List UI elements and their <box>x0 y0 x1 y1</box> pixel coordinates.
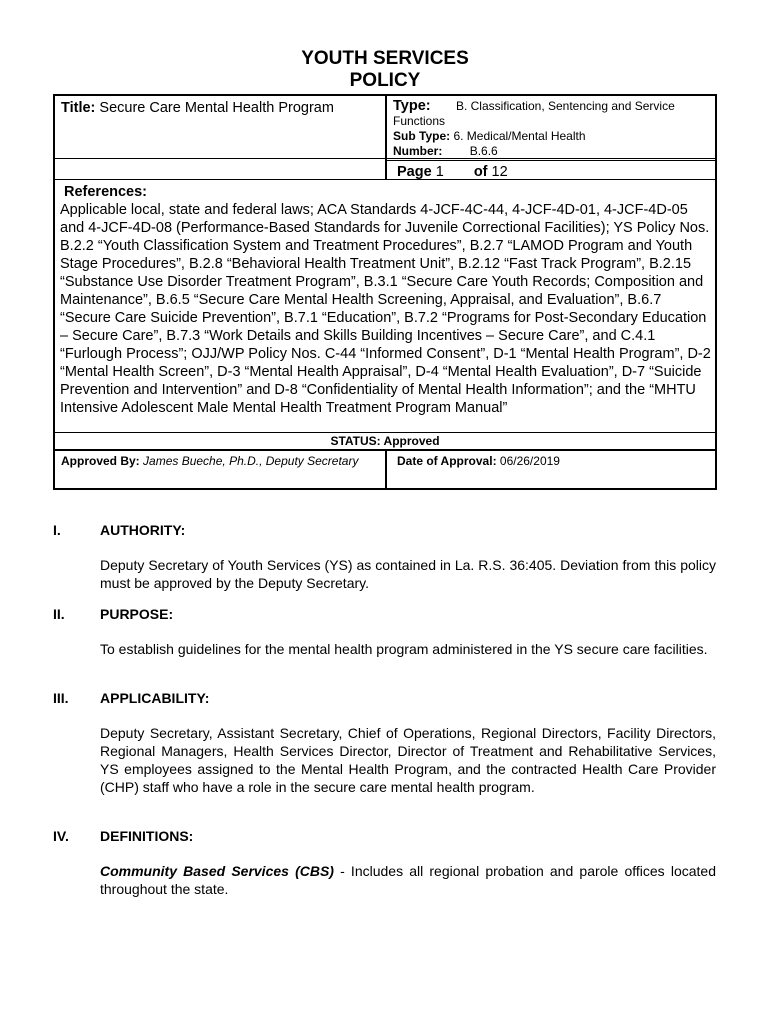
type-cell <box>393 99 713 158</box>
section-body: To establish guidelines for the mental health program administered in the YS secure care facilities. <box>100 641 708 657</box>
title-label: Title: <box>61 100 96 116</box>
section-number: IV. <box>53 828 69 844</box>
subtype-label: Sub Type: <box>393 129 451 143</box>
date-of-approval-label: Date of Approval: <box>397 454 497 468</box>
document-title <box>0 48 770 92</box>
horizontal-divider-number <box>55 158 715 159</box>
approved-by-label: Approved By: <box>61 454 140 468</box>
horizontal-divider-status <box>55 432 715 433</box>
number-label: Number: <box>393 143 443 158</box>
status-value: Approved <box>383 434 440 448</box>
section-heading: PURPOSE: <box>100 606 174 622</box>
references-cell <box>60 183 715 417</box>
subtype-value: 6. Medical/Mental Health <box>453 129 586 143</box>
title-line-2: POLICY <box>349 70 421 91</box>
page-value: 1 <box>435 164 444 180</box>
number-value: B.6.6 <box>469 143 498 158</box>
references-label: References: <box>64 184 148 200</box>
status-label: STATUS: <box>330 434 381 448</box>
section-number: III. <box>53 690 69 706</box>
approved-by-value: James Bueche, Ph.D., Deputy Secretary <box>143 454 359 468</box>
page-cell <box>397 163 508 181</box>
title-line-1: YOUTH SERVICES <box>301 48 469 69</box>
section-body: Deputy Secretary, Assistant Secretary, Chief of Operations, Regional Directors, Facility Directors, Regional Managers, Health Services Director, Director of Treatment and Rehabilitative Services, YS employees assigned to the Mental Health Program, and the contracted Health Care Provider (CHP) staff who have a role in the secure care mental health program. <box>100 725 716 795</box>
definition-text: - Includes all regional probation and parole offices located throughout the state. <box>100 863 716 897</box>
definition-item <box>100 862 716 898</box>
date-of-approval-cell <box>397 454 707 469</box>
horizontal-divider-page <box>385 160 715 161</box>
definition-term: Community Based Services (CBS) <box>100 863 334 879</box>
policy-header-table <box>53 94 717 490</box>
section-heading: AUTHORITY: <box>100 522 186 538</box>
title-value: Secure Care Mental Health Program <box>99 100 334 116</box>
type-label: Type: <box>393 98 431 114</box>
section-body: Deputy Secretary of Youth Services (YS) as contained in La. R.S. 36:405. Deviation from this policy must be approved by the Deputy Secretary. <box>100 557 716 591</box>
references-text: Applicable local, state and federal laws; ACA Standards 4-JCF-4C-44, 4-JCF-4D-01, 4-JCF-4D-05 and 4-JCF-4D-08 (Performance-Based Standards for Juvenile Correctional Facilities); YS Policy Nos. B.2.2 “Youth Classification System and Treatment Procedures”, B.2.7 “LAMOD Program and Youth Stage Procedures”, B.2.8 “Behavioral Health Treatment Unit”, B.2.12 “Fast Track Program”, B.2.15 “Substance Use Disorder Treatment Program”, B.3.1 “Secure Care Youth Records; Composition and Maintenance”, B.6.5 “Secure Care Mental Health Screening, Appraisal, and Evaluation”, B.6.7 “Secure Care Suicide Prevention”, B.7.1 “Education”, B.7.2 “Programs for Post-Secondary Education – Secure Care”, B.7.3 “Work Details and Skills Building Incentives – Secure Care”, and C.4.1 “Furlough Process”; OJJ/WP Policy Nos. C-44 “Informed Consent”, D-1 “Mental Health Program”, D-2 “Mental Health Screen”, D-3 “Mental Health Appraisal”, D-4 “Mental Health Evaluation”, D-7 “Suicide Prevention and Intervention” and D-8 “Confidentiality of Mental Health Information”; and the “MHTU Intensive Adolescent Male Mental Health Treatment Program Manual” <box>60 202 711 416</box>
title-cell <box>61 99 387 117</box>
status-cell <box>55 434 715 448</box>
section-heading: DEFINITIONS: <box>100 828 194 844</box>
horizontal-divider-references <box>55 179 715 180</box>
approved-by-cell <box>61 454 387 469</box>
section-number: II. <box>53 606 65 622</box>
date-of-approval-value: 06/26/2019 <box>499 454 560 468</box>
of-label: of <box>473 164 488 180</box>
page-label: Page <box>397 164 432 180</box>
section-number: I. <box>53 522 61 538</box>
section-heading: APPLICABILITY: <box>100 690 210 706</box>
type-value: B. Classification, Sentencing and Service Functions <box>393 99 675 128</box>
of-value: 12 <box>491 164 508 180</box>
